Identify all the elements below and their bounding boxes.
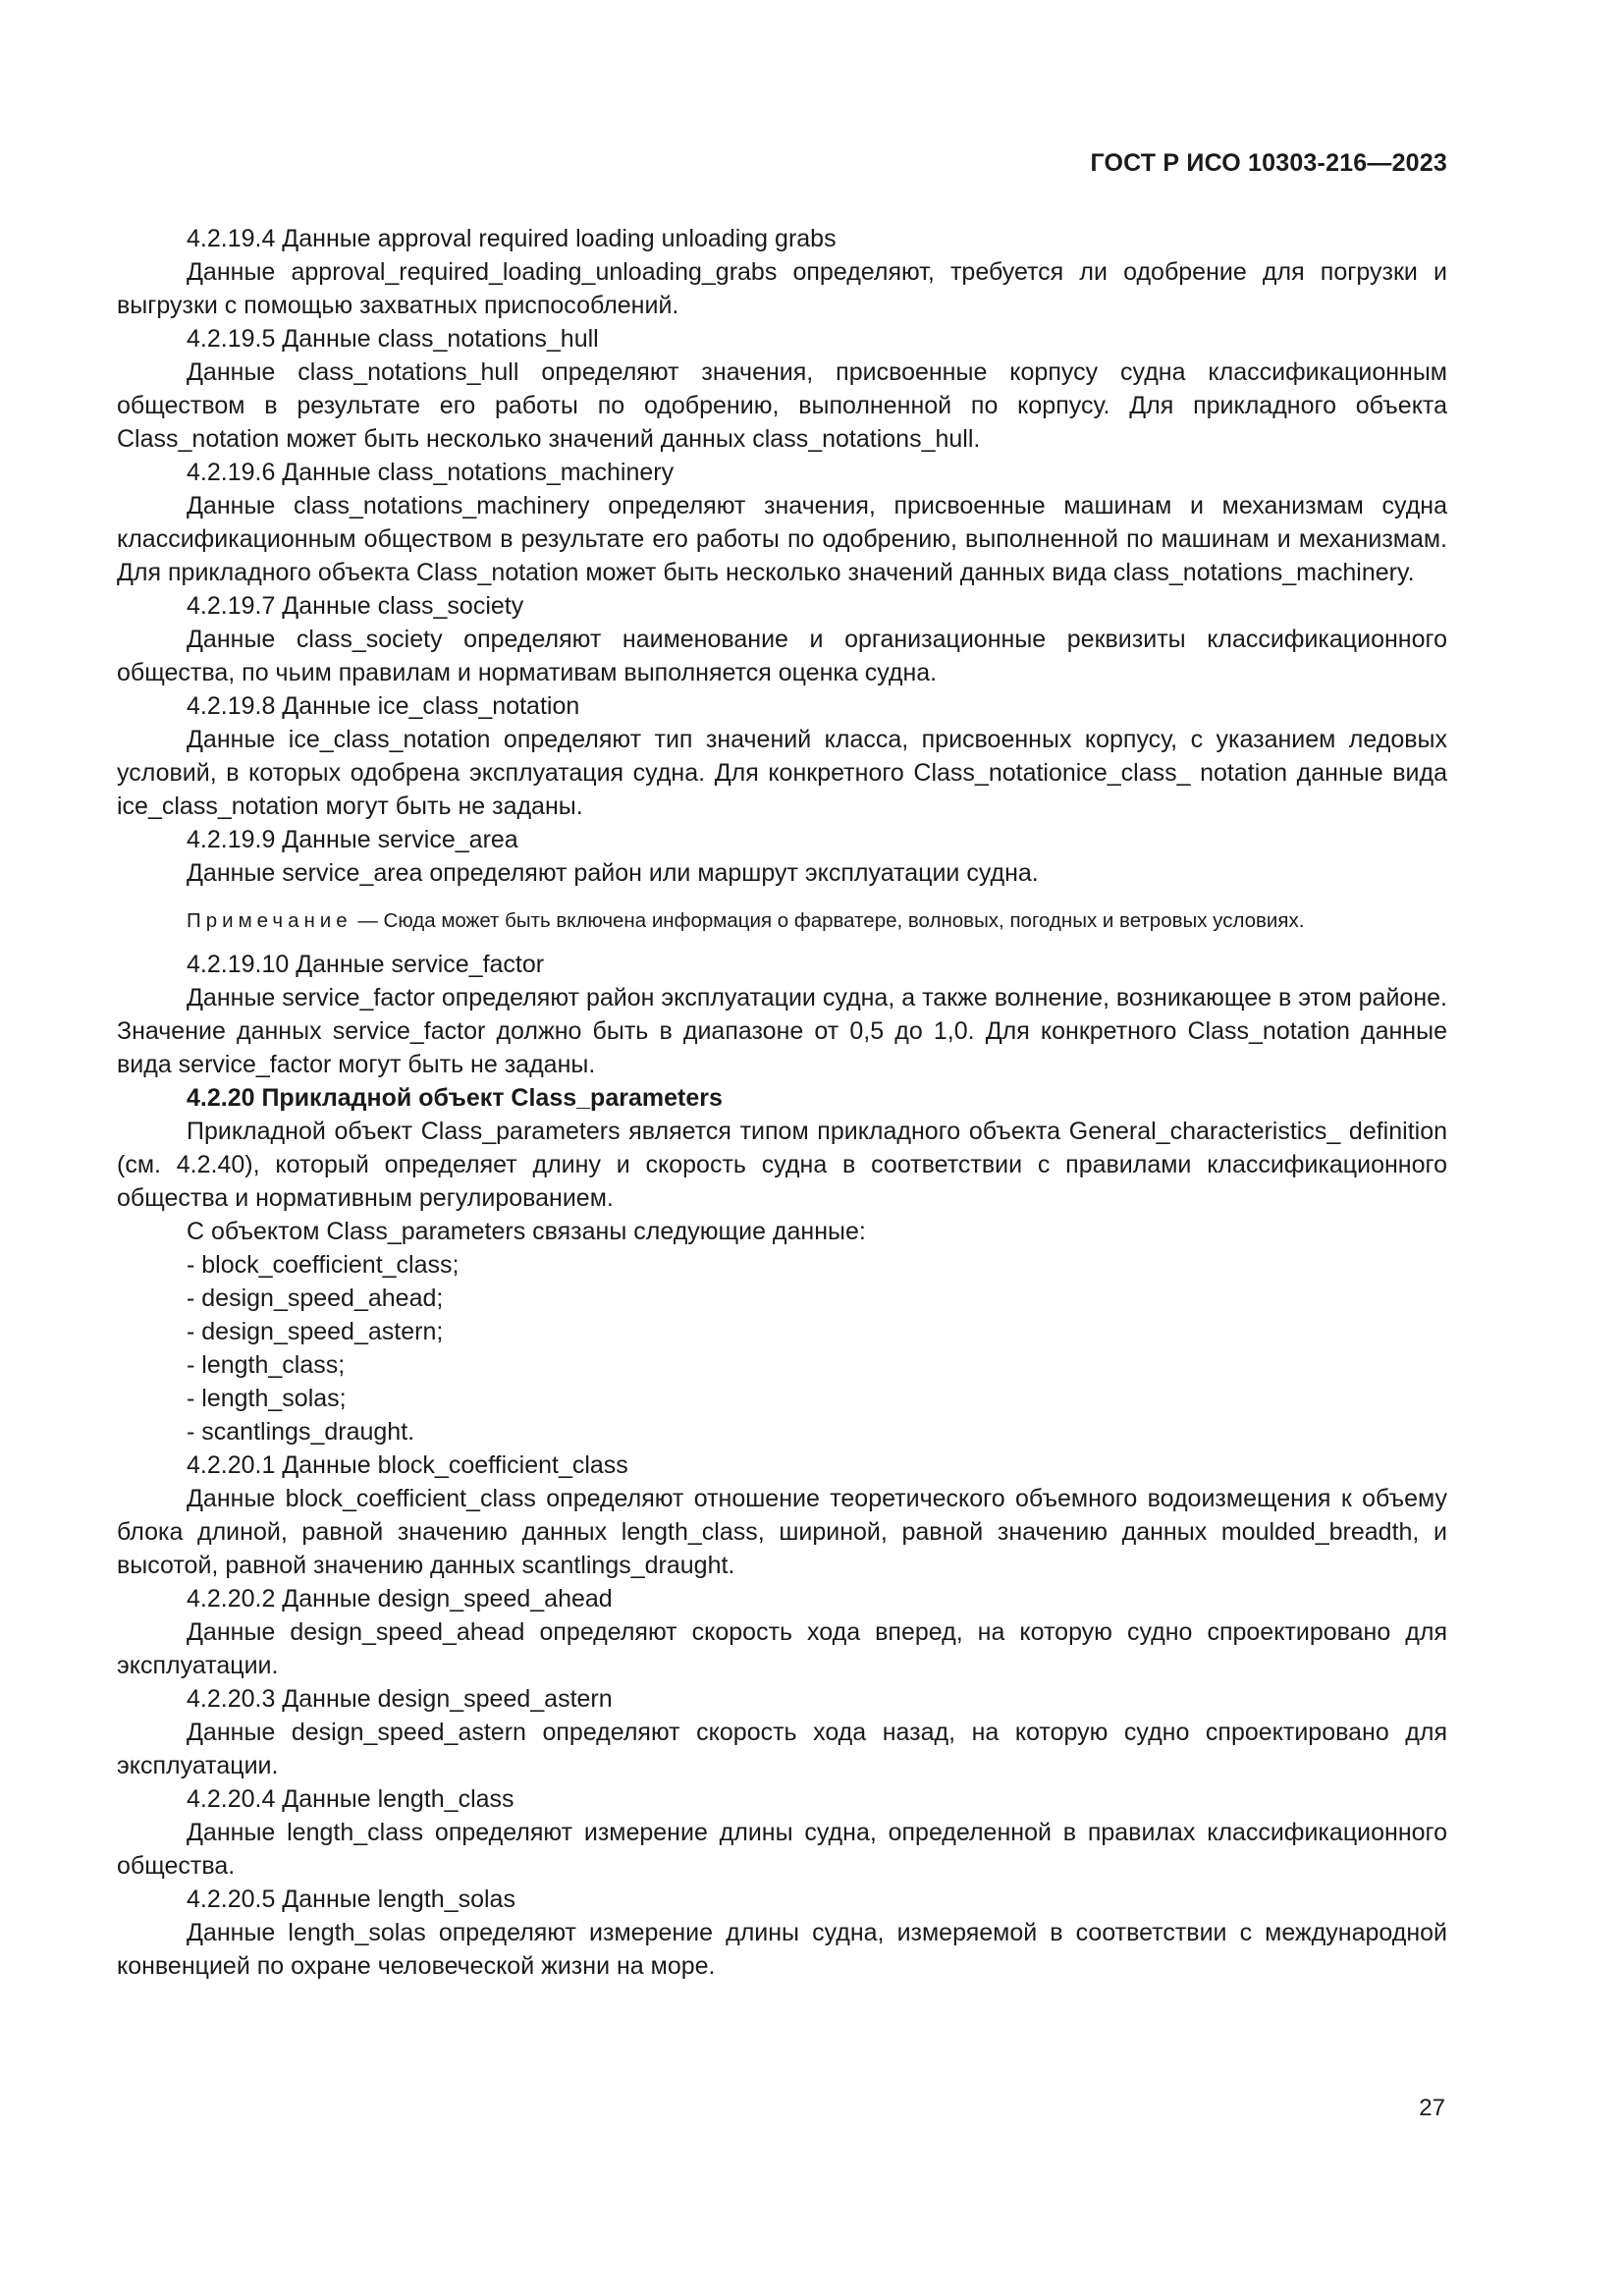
body-paragraph: Данные approval_required_loading_unloading_grabs определяют, требуется ли одобрение для погрузки и выгрузки с помощью захватных приспособлений.	[117, 258, 1447, 319]
body-paragraph: Данные design_speed_astern определяют скорость хода назад, на которую судно спроектировано для эксплуатации.	[117, 1719, 1447, 1779]
subsection-heading: 4.2.19.5 Данные class_notations_hull	[187, 325, 599, 353]
body-paragraph: Данные ice_class_notation определяют тип значений класса, присвоенных корпусу, с указанием ледовых условий, в которых одобрена эксплуатация судна. Для конкретного Class_notationice_class_ notation данные вида ice_class_notation могут быть не заданы.	[117, 726, 1447, 820]
section-heading: 4.2.20 Прикладной объект Class_parameters	[187, 1084, 723, 1112]
body-paragraph: Данные design_speed_ahead определяют скорость хода вперед, на которую судно спроектировано для эксплуатации.	[117, 1618, 1447, 1679]
body-paragraph: Данные class_notations_hull определяют значения, присвоенные корпусу судна классификационным обществом в результате его работы по одобрению, выполненной по корпусу. Для прикладного объекта Class_notation может быть несколько значений данных class_notations_hull.	[117, 358, 1447, 453]
subsection-heading: 4.2.20.5 Данные length_solas	[187, 1886, 515, 1913]
page-number: 27	[1419, 2095, 1445, 2121]
note-label: Примечание	[187, 909, 352, 932]
body-paragraph: Данные length_solas определяют измерение длины судна, измеряемой в соответствии с международной конвенцией по охране человеческой жизни на море.	[117, 1919, 1447, 1980]
subsection-heading: 4.2.20.2 Данные design_speed_ahead	[187, 1585, 613, 1613]
subsection-heading: 4.2.19.8 Данные ice_class_notation	[187, 692, 580, 720]
subsection-heading: 4.2.20.4 Данные length_class	[187, 1785, 514, 1813]
subsection-heading: 4.2.19.6 Данные class_notations_machinery	[187, 459, 675, 486]
list-item: - scantlings_draught.	[187, 1418, 415, 1446]
subsection-heading: 4.2.19.9 Данные service_area	[187, 826, 518, 853]
list-item: - design_speed_ahead;	[187, 1285, 444, 1312]
body-paragraph: Данные length_class определяют измерение длины судна, определенной в правилах классификационного общества.	[117, 1819, 1447, 1880]
list-item: - length_solas;	[187, 1385, 347, 1412]
body-paragraph: Данные class_society определяют наименование и организационные реквизиты классификационного общества, по чьим правилам и нормативам выполняется оценка судна.	[117, 626, 1447, 686]
subsection-heading: 4.2.19.10 Данные service_factor	[187, 951, 545, 978]
body-paragraph: Данные class_notations_machinery определяют значения, присвоенные машинам и механизмам судна классификационным обществом в результате его работы по одобрению, выполненной по машинам и механизмам. Для прикладного объекта Class_notation может быть несколько значений данных вида class_notations_machinery.	[117, 492, 1447, 586]
body-paragraph: Прикладной объект Class_parameters является типом прикладного объекта General_characteristics_ definition (см. 4.2.40), который определяет длину и скорость судна в соответствии с правилами классификационного общества и нормативным регулированием.	[117, 1118, 1447, 1212]
list-item: - design_speed_astern;	[187, 1318, 444, 1345]
document-body	[117, 222, 1447, 1983]
list-item: - block_coefficient_class;	[187, 1251, 460, 1279]
subsection-heading: 4.2.20.1 Данные block_coefficient_class	[187, 1451, 628, 1479]
subsection-heading: 4.2.20.3 Данные design_speed_astern	[187, 1685, 613, 1713]
note-text: — Сюда может быть включена информация о фарватере, волновых, погодных и ветровых условиях.	[352, 909, 1305, 932]
note	[117, 907, 1447, 934]
subsection-heading: 4.2.19.7 Данные class_society	[187, 592, 524, 620]
body-paragraph: Данные block_coefficient_class определяют отношение теоретического объемного водоизмещения к объему блока длиной, равной значению данных length_class, шириной, равной значению данных moulded_breadth, и высотой, равной значению данных scantlings_draught.	[117, 1485, 1447, 1579]
document-id-header: ГОСТ Р ИСО 10303-216—2023	[1090, 149, 1447, 177]
body-paragraph: Данные service_factor определяют район эксплуатации судна, а также волнение, возникающее в этом районе. Значение данных service_factor должно быть в диапазоне от 0,5 до 1,0. Для конкретного Class_notation данные вида service_factor могут быть не заданы.	[117, 984, 1447, 1078]
body-paragraph: Данные service_area определяют район или маршрут эксплуатации судна.	[187, 859, 1039, 887]
body-paragraph: С объектом Class_parameters связаны следующие данные:	[187, 1218, 866, 1245]
subsection-heading: 4.2.19.4 Данные approval required loading unloading grabs	[187, 225, 837, 252]
list-item: - length_class;	[187, 1351, 346, 1379]
